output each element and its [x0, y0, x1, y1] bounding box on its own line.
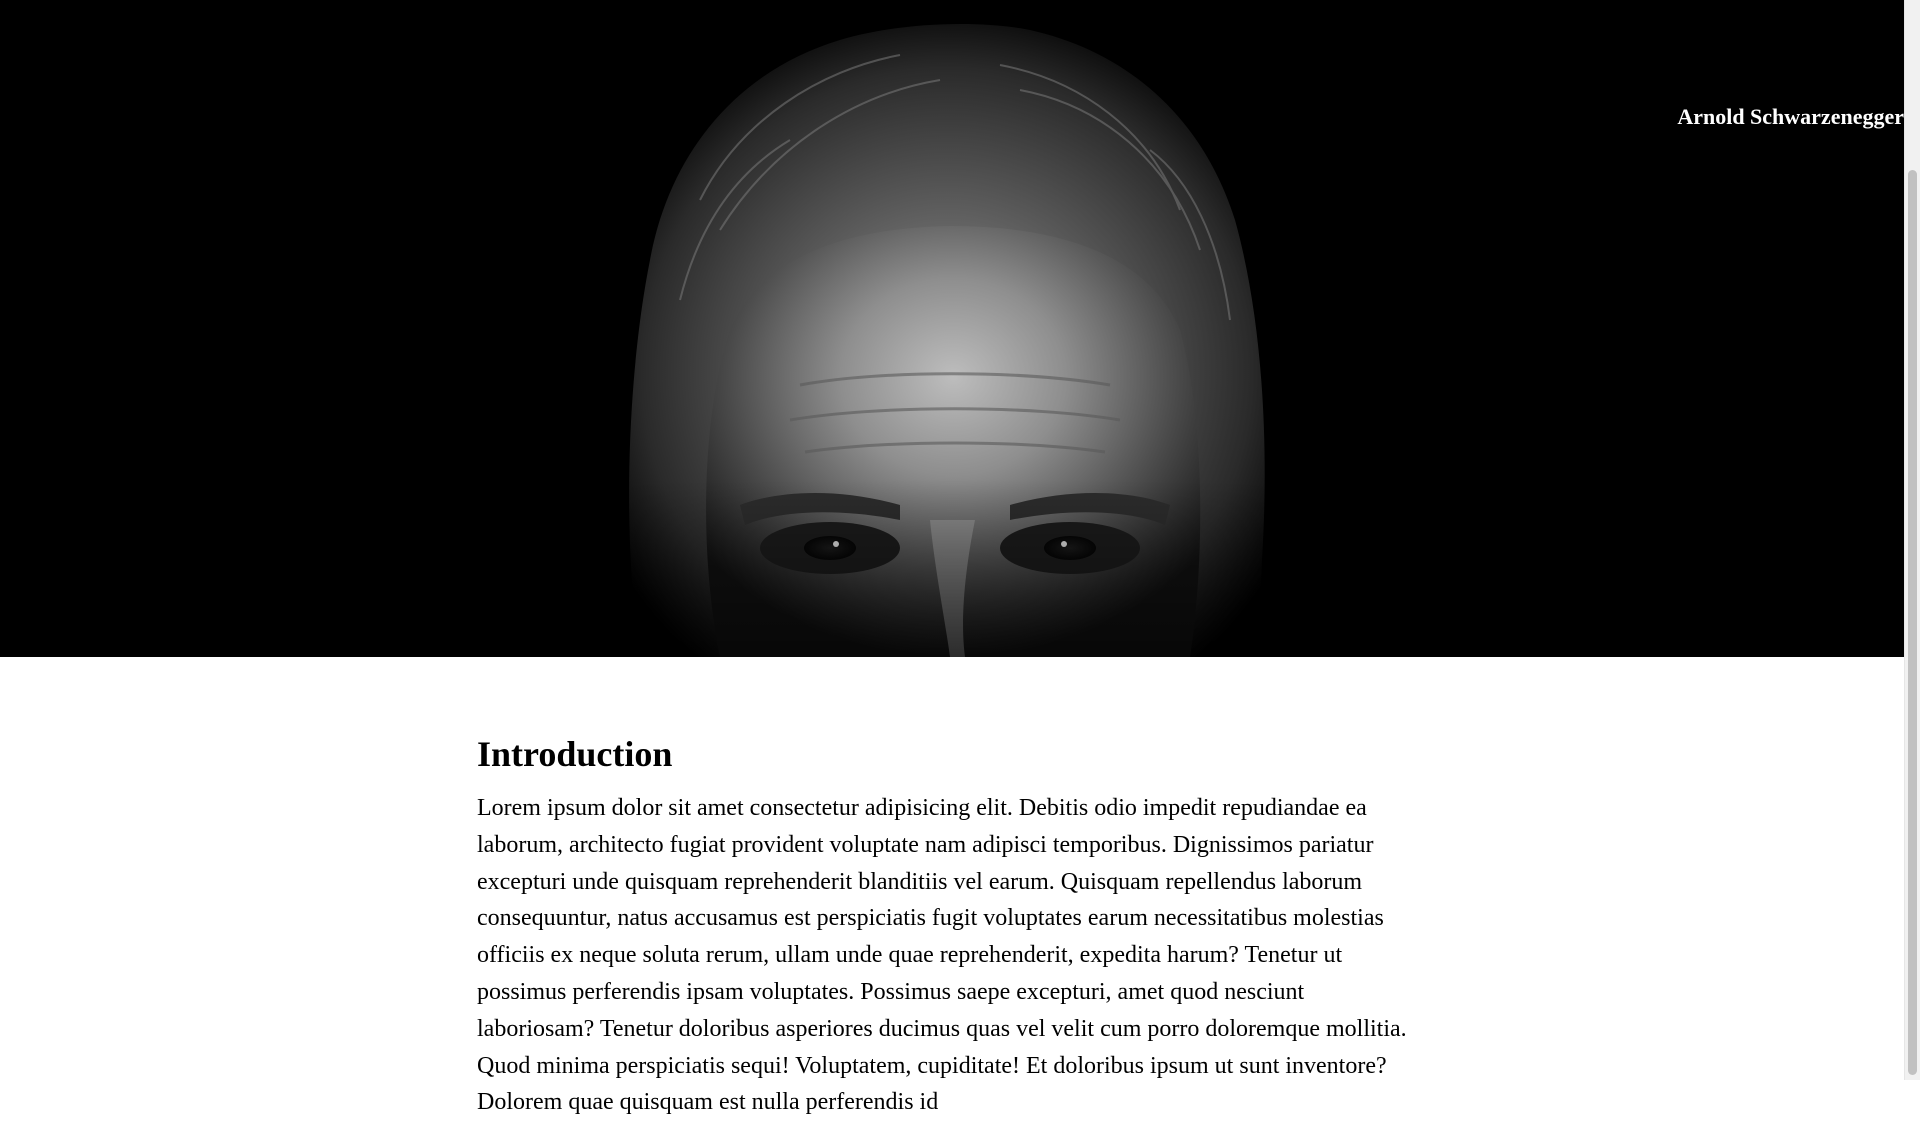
hero-name: Arnold Schwarzenegger [1677, 104, 1904, 129]
scrollbar-thumb[interactable] [1908, 170, 1917, 1075]
vertical-scrollbar[interactable] [1904, 0, 1920, 1080]
main-content [477, 730, 1422, 1121]
section-body: Lorem ipsum dolor sit amet consectetur adipisicing elit. Debitis odio impedit repudiandae ea laborum, architecto fugiat provident voluptate nam adipisci temporibus. Dignissimos pariatur excepturi unde quisquam reprehenderit blanditiis vel earum. Quisquam repellendus laborum consequuntur, natus accusamus est perspiciatis fugit voluptates earum necessitatibus molestias officiis ex neque soluta rerum, ullam unde quae reprehenderit, expedita harum? Tenetur ut possimus perferendis ipsam voluptates. Possimus saepe excepturi, amet quod nesciunt laboriosam? Tenetur doloribus asperiores ducimus quas vel velit cum porro doloremque mollitia. Quod minima perspiciatis sequi! Voluptatem, cupiditate! Et doloribus ipsum ut sunt inventore? Dolorem quae quisquam est nulla perferendis id [477, 795, 1407, 1116]
section-title: Introduction [477, 734, 673, 774]
